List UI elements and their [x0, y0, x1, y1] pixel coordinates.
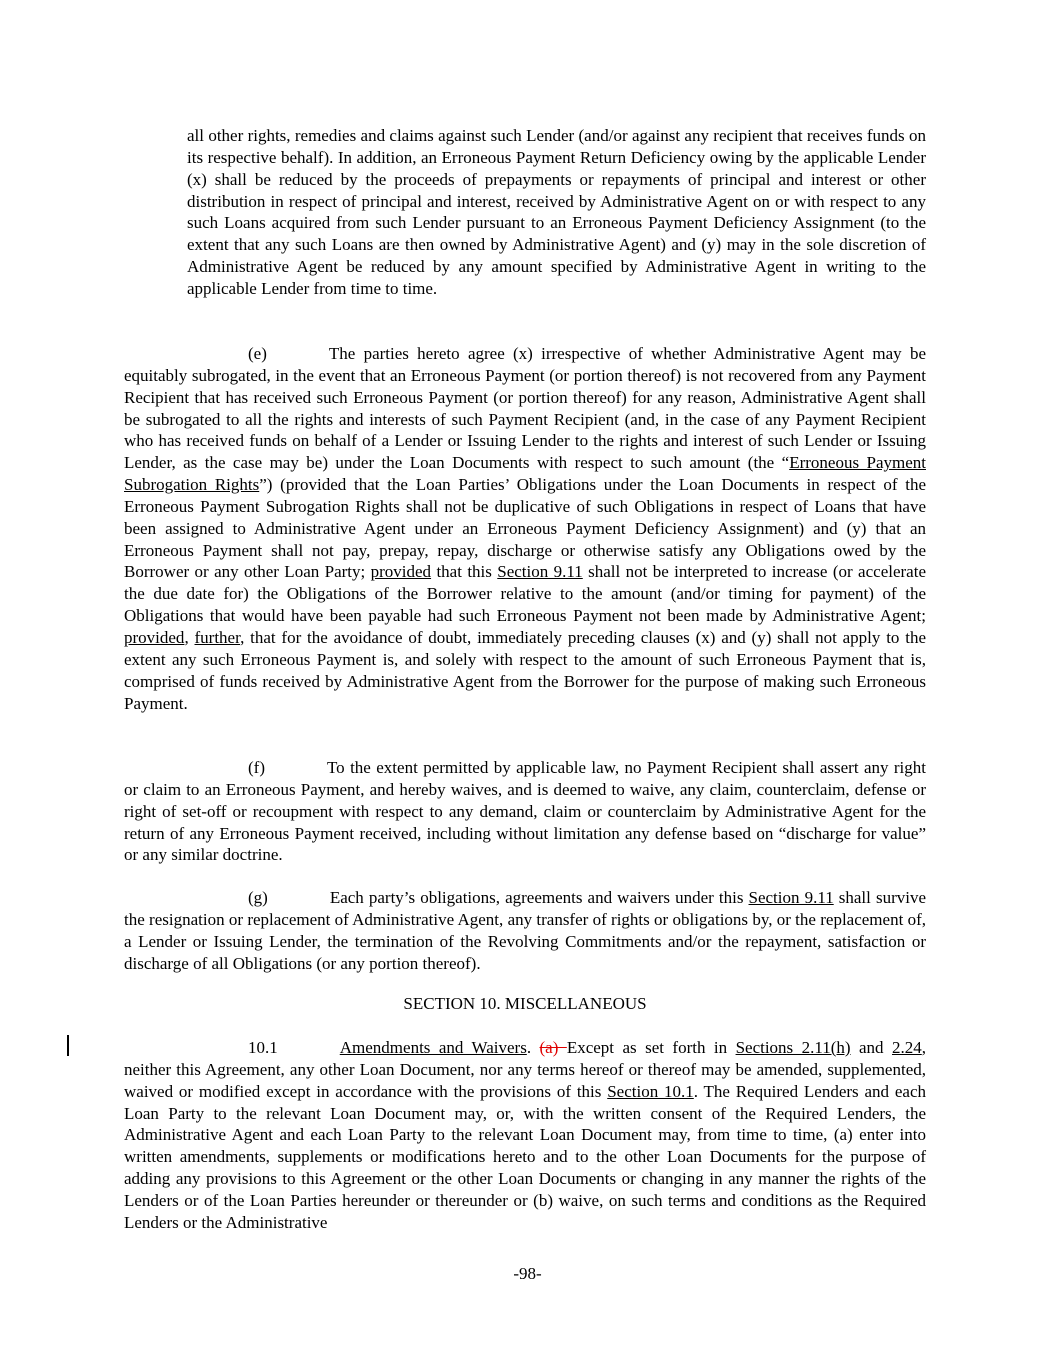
- paragraph-e-label: (e): [248, 344, 267, 363]
- section-reference: Sections 2.11(h): [735, 1038, 851, 1057]
- provided-term: provided: [124, 627, 185, 647]
- paragraph-f-label: (f): [248, 758, 265, 777]
- revision-change-bar: [67, 1035, 69, 1056]
- defined-term-subrogation-rights: Erroneous Payment Subrogation Rights: [124, 453, 926, 495]
- section-title: Amendments and Waivers: [339, 1038, 527, 1057]
- paragraph-e: (e) The parties hereto agree (x) irrespective of whether Administrative Agent may be equitably subrogated, in the event that an Erroneous Payment (or portion thereof) is not recovered from any Payment Recipient that has received such Erroneous Payment (or portion thereof) for any reason, Administrative Agent shall be subrogated to all the rights and interests of such Payment Recipient (and, in the case of any Payment Recipient who has received funds on behalf of a Lender or Issuing Lender to the rights and interest of such Lender or Issuing Lender, as the case may be) under the Loan Documents with respect to such amount (the “Erroneous Payment Subrogation Rights”) (provided that the Loan Parties’ Obligations under the Loan Documents in respect of the Erroneous Payment Subrogation Rights shall not be duplicative of such Obligations in respect of Loans that have been assigned to Administrative Agent under an Erroneous Payment Deficiency Assignment) and (y) that an Erroneous Payment shall not pay, prepay, repay, discharge or otherwise satisfy any Obligations owed by the Borrower or any other Loan Party; provided that this Section 9.11 shall not be interpreted to increase (or accelerate the due date for) the Obligations of the Borrower relative to the amount (and/or timing for payment) of the Obligations that would have been payable had such Erroneous Payment not been made by Administrative Agent; provided, further, that for the avoidance of doubt, immediately preceding clauses (x) and (y) shall not apply to the extent any such Erroneous Payment is, and solely with respect to the amount of such Erroneous Payment that is, comprised of funds received by Administrative Agent from the Borrower for the purpose of making such Erroneous Payment.: [124, 344, 926, 713]
- section-number: 10.1: [248, 1038, 278, 1057]
- page-number: -98-: [513, 1264, 542, 1283]
- paragraph-d-continued: all other rights, remedies and claims against such Lender (and/or against any recipient that receives funds on its respective behalf). In addition, an Erroneous Payment Return Deficiency owing by the applicable Lender (x) shall be reduced by the proceeds of prepayments or repayments of principal and interest or other distribution in respect of principal and interest, received by Administrative Agent on or with respect to any such Loans acquired from such Lender pursuant to an Erroneous Payment Deficiency Assignment (to the extent that any such Loans are then owned by Administrative Agent) and (y) may in the sole discretion of Administrative Agent be reduced by any amount specified by Administrative Agent in writing to the applicable Lender from time to time.: [187, 126, 926, 298]
- section-reference: 2.24: [892, 1038, 922, 1057]
- provided-term: provided: [370, 562, 432, 582]
- section-reference: Section 9.11: [748, 888, 834, 907]
- section-reference: Section 9.11: [497, 562, 583, 582]
- paragraph-10-1: 10.1 Amendments and Waivers. (a) Except as set forth in Sections 2.11(h) and 2.24, neither this Agreement, any other Loan Document, nor any terms hereof or thereof may be amended, supplemented, waived or modified except in accordance with the provisions of this Section 10.1. The Required Lenders and each Loan Party to the relevant Loan Document may, or, with the written consent of the Required Lenders, the Administrative Agent and each Loan Party to the relevant Loan Document may, from time to time, (a) enter into written amendments, supplements or modifications hereto and to the other Loan Documents for the purpose of adding any provisions to this Agreement or the other Loan Documents or changing in any manner the rights of the Lenders or of the Loan Parties hereunder or thereunder or (b) waive, on such terms and conditions as the Required Lenders or the Administrative: [124, 1038, 926, 1232]
- section-heading: SECTION 10. MISCELLANEOUS: [403, 994, 647, 1013]
- paragraph-g-label: (g): [248, 888, 268, 907]
- deleted-text: (a): [539, 1038, 567, 1057]
- further-term: further: [194, 627, 241, 647]
- section-reference: Section 10.1: [607, 1081, 694, 1101]
- paragraph-f: (f) To the extent permitted by applicable law, no Payment Recipient shall assert any right or claim to an Erroneous Payment, and hereby waives, and is deemed to waive, any claim, counterclaim, defense or right of set-off or recoupment with respect to any demand, claim or counterclaim by Administrative Agent for the return of any Erroneous Payment received, including without limitation any defense based on “discharge for value” or any similar doctrine.: [124, 758, 926, 865]
- paragraph-g: (g) Each party’s obligations, agreements and waivers under this Section 9.11 shall survive the resignation or replacement of Administrative Agent, any transfer of rights or obligations by, or the replacement of, a Lender or Issuing Lender, the termination of the Revolving Commitments and/or the repayment, satisfaction or discharge of all Obligations (or any portion thereof).: [124, 888, 926, 973]
